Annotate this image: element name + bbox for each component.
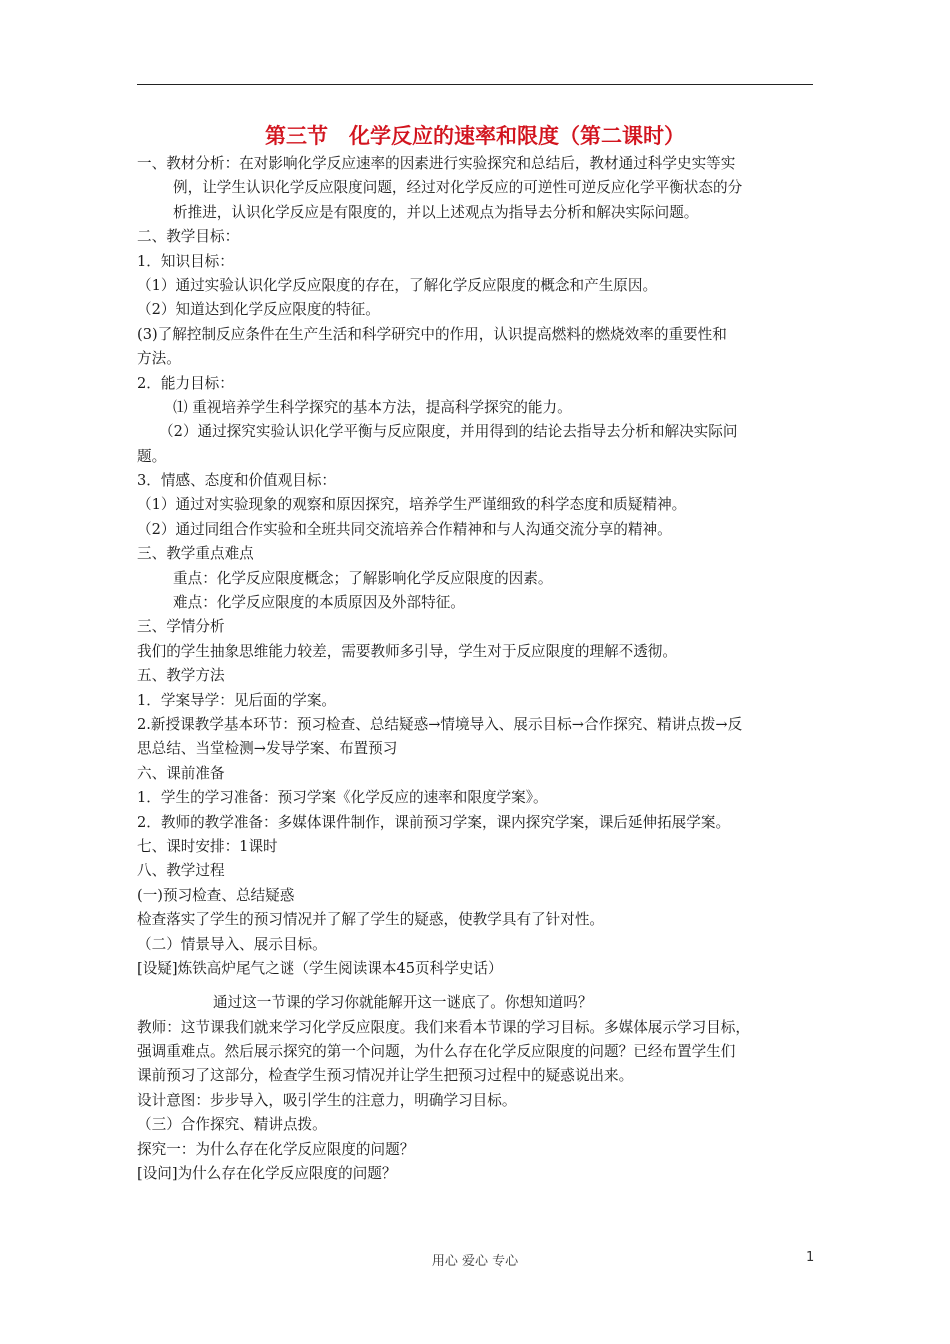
- text-line: 难点：化学反应限度的本质原因及外部特征。: [173, 594, 465, 612]
- text-line: ⑴ 重视培养学生科学探究的基本方法，提高科学探究的能力。: [173, 398, 572, 416]
- text-line: 重点：化学反应限度概念；了解影响化学反应限度的因素。: [173, 569, 553, 587]
- text-line: 方法。: [137, 350, 181, 368]
- text-line: （二）情景导入、展示目标。: [137, 935, 327, 953]
- text-line: （三）合作探究、精讲点拨。: [137, 1116, 327, 1134]
- text-line: 3．情感、态度和价值观目标：: [137, 472, 337, 490]
- text-line: [设问]为什么存在化学反应限度的问题？: [137, 1165, 397, 1183]
- page-footer: 用心 爱心 专心: [431, 1254, 519, 1269]
- text-line: 教师：这节课我们就来学习化学反应限度。我们来看本节课的学习目标。多媒体展示学习目标，: [137, 1018, 750, 1036]
- text-line: 2．教师的教学准备：多媒体课件制作，课前预习学案，课内探究学案，课后延伸拓展学案。: [137, 813, 731, 831]
- text-line: 六、课前准备: [137, 764, 225, 782]
- text-line: 八、教学过程: [137, 862, 225, 880]
- text-line: （1）通过对实验现象的观察和原因探究，培养学生严谨细致的科学态度和质疑精神。: [137, 496, 687, 514]
- text-line: (3)了解控制反应条件在生产生活和科学研究中的作用，认识提高燃料的燃烧效率的重要性和: [137, 325, 727, 343]
- text-line: 思总结、当堂检测→发导学案、布置预习: [137, 740, 398, 758]
- page-title: 第三节 化学反应的速率和限度（第二课时）: [265, 124, 685, 148]
- text-line: （2）通过同组合作实验和全班共同交流培养合作精神和与人沟通交流分享的精神。: [137, 520, 672, 538]
- text-line: 通过这一节课的学习你就能解开这一谜底了。你想知道吗？: [213, 994, 593, 1012]
- text-line: 五、教学方法: [137, 667, 225, 685]
- text-line: 题。: [137, 447, 167, 465]
- page-number: 1: [806, 1250, 815, 1265]
- text-line: 析推进，认识化学反应是有限度的，并以上述观点为指导去分析和解决实际问题。: [173, 203, 699, 221]
- text-line: 七、课时安排：1课时: [137, 837, 278, 855]
- text-line: （2）知道达到化学反应限度的特征。: [137, 301, 380, 319]
- text-line: 我们的学生抽象思维能力较差，需要教师多引导，学生对于反应限度的理解不透彻。: [137, 642, 677, 660]
- text-line: 例，让学生认识化学反应限度问题，经过对化学反应的可逆性可逆反应化学平衡状态的分: [173, 179, 743, 197]
- text-line: 二、教学目标：: [137, 228, 240, 246]
- text-line: 1．知识目标：: [137, 252, 234, 270]
- text-line: 强调重难点。然后展示探究的第一个问题，为什么存在化学反应限度的问题？已经布置学生们: [137, 1043, 736, 1061]
- text-line: 检查落实了学生的预习情况并了解了学生的疑惑，使教学具有了针对性。: [137, 911, 605, 929]
- text-line: (一)预习检查、总结疑惑: [137, 886, 295, 904]
- text-line: 探究一：为什么存在化学反应限度的问题？: [137, 1140, 415, 1158]
- text-line: 2．能力目标：: [137, 374, 234, 392]
- text-line: [设疑]炼铁高炉尾气之谜（学生阅读课本45页科学史话）: [137, 959, 503, 977]
- text-line: 三、教学重点难点: [137, 545, 254, 563]
- text-line: （1）通过实验认识化学反应限度的存在，了解化学反应限度的概念和产生原因。: [137, 276, 658, 294]
- text-line: 设计意图：步步导入，吸引学生的注意力，明确学习目标。: [137, 1091, 517, 1109]
- paragraph-gap: [137, 981, 815, 991]
- text-line: （2）通过探究实验认识化学平衡与反应限度，并用得到的结论去指导去分析和解决实际问: [159, 423, 738, 441]
- text-line: 1．学案导学：见后面的学案。: [137, 691, 337, 709]
- text-line: 课前预习了这部分，检查学生预习情况并让学生把预习过程中的疑惑说出来。: [137, 1067, 634, 1085]
- header-rule: [137, 84, 813, 85]
- text-line: 2.新授课教学基本环节：预习检查、总结疑惑→情境导入、展示目标→合作探究、精讲点拨→反: [137, 715, 743, 733]
- text-line: 1．学生的学习准备：预习学案《化学反应的速率和限度学案》。: [137, 789, 548, 807]
- document-body: [137, 152, 815, 1186]
- text-line: 三、学情分析: [137, 618, 225, 636]
- text-line: 一、教材分析：在对影响化学反应速率的因素进行实验探究和总结后，教材通过科学史实等实: [137, 155, 736, 172]
